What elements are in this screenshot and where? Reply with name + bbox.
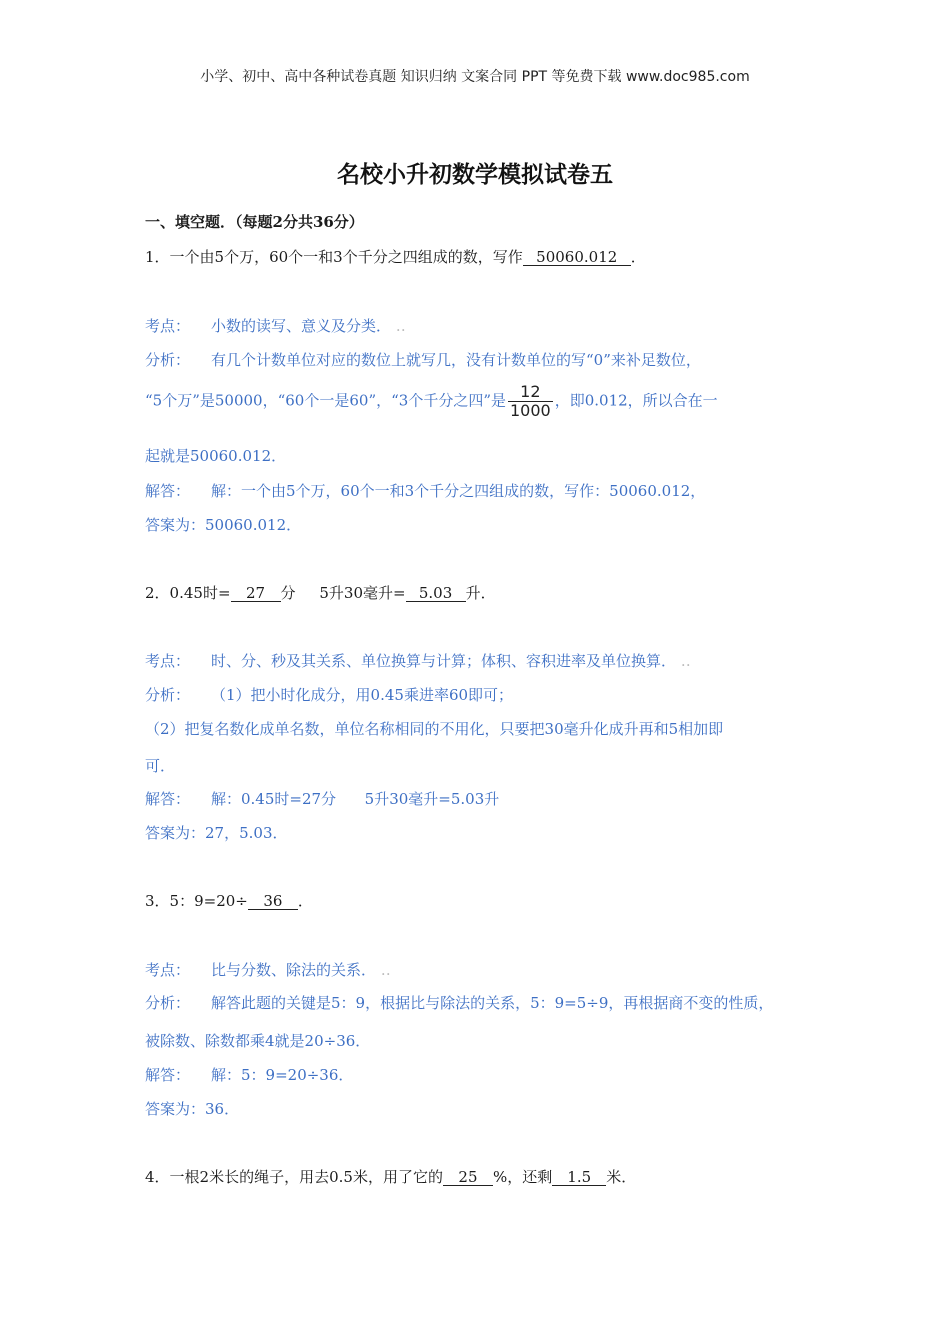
- q1-fenxi-line2b: ，即0.012，所以合在一: [554, 391, 718, 410]
- q1-fenxi-line2: [145, 383, 718, 420]
- q3-fenxi-line2: 被除数、除数都乘4就是20÷36．: [145, 1032, 371, 1050]
- q3-jieda: [145, 1064, 353, 1085]
- fraction-numerator: 12: [520, 382, 541, 401]
- question-4: [145, 1166, 636, 1187]
- q1-kaodian-text: 小数的读写、意义及分类．: [211, 317, 392, 335]
- q2-answer-blank-2: 5.03: [406, 585, 466, 602]
- q3-fenxi: [145, 992, 773, 1013]
- q1-fenxi: [145, 349, 701, 370]
- question-3: [145, 890, 313, 911]
- q2-fenxi-line3: 可．: [145, 757, 176, 775]
- fraction-denominator: 1000: [510, 401, 551, 420]
- q2-fenxi: [145, 684, 513, 705]
- q3-text: 3．5：9=20÷: [145, 892, 248, 910]
- section-heading: 一、填空题．（每题2分共36分）: [145, 213, 364, 231]
- kaodian-label: 考点：: [145, 961, 191, 979]
- q2-text-b: 分 5升30毫升=: [280, 584, 406, 602]
- fraction-12-1000: [508, 383, 553, 420]
- kaodian-label: 考点：: [145, 652, 191, 670]
- page-title: 名校小升初数学模拟试卷五: [337, 162, 613, 188]
- q2-jieda-text: 解：0.45时=27分 5升30毫升=5.03升: [211, 790, 500, 808]
- site-header: 小学、初中、高中各种试卷真题 知识归纳 文案合同 PPT 等免费下载 www.doc985.com: [200, 69, 750, 85]
- q4-answer-blank-2: 1.5: [552, 1169, 606, 1186]
- q2-fenxi-line2: （2）把复名数化成单名数，单位名称相同的不用化，只要把30毫升化成升再和5相加即: [145, 720, 724, 738]
- q1-fenxi-line3: 起就是50060.012．: [145, 447, 287, 465]
- q2-answer-blank-1: 27: [231, 585, 281, 602]
- q1-end: ．: [630, 248, 646, 266]
- q3-fenxi-line1: 解答此题的关键是5：9，根据比与除法的关系，5：9=5÷9，再根据商不变的性质，: [211, 994, 774, 1012]
- q3-end: ．: [297, 892, 313, 910]
- q2-kaodian: 考点： 时、分、秒及其关系、单位换算与计算；体积、容积进率及单位换算． ‥: [145, 652, 691, 670]
- q4-text-a: 4．一根2米长的绳子，用去0.5米，用了它的: [145, 1168, 443, 1186]
- fenxi-label: 分析：: [145, 351, 191, 369]
- q3-jieda-text: 解：5：9=20÷36．: [211, 1066, 354, 1084]
- q2-end: 升．: [465, 584, 496, 602]
- q1-fenxi-line2a: “5个万”是50000，“60个一是60”，“3个千分之四”是: [145, 391, 506, 410]
- q1-kaodian: 考点： 小数的读写、意义及分类． ‥: [145, 317, 406, 335]
- q3-answer-blank: 36: [248, 893, 298, 910]
- jieda-label: 解答：: [145, 482, 191, 500]
- q2-text-a: 2．0.45时=: [145, 584, 231, 602]
- question-1: [145, 246, 646, 267]
- q3-answer: 答案为：36．: [145, 1100, 240, 1118]
- kaodian-label: 考点：: [145, 317, 191, 335]
- q2-kaodian-text: 时、分、秒及其关系、单位换算与计算；体积、容积进率及单位换算．: [211, 652, 677, 670]
- q3-kaodian: 考点： 比与分数、除法的关系． ‥: [145, 961, 391, 979]
- q2-jieda: [145, 788, 499, 809]
- q1-jieda-text: 解：一个由5个万，60个一和3个千分之四组成的数，写作：50060.012，: [211, 482, 706, 500]
- question-2: [145, 582, 496, 603]
- q1-answer-blank: 50060.012: [523, 249, 631, 266]
- q1-answer: 答案为：50060.012．: [145, 516, 302, 534]
- q1-text: 1．一个由5个万，60个一和3个千分之四组成的数，写作: [145, 248, 523, 266]
- fenxi-label: 分析：: [145, 686, 191, 704]
- q1-fenxi-line1: 有几个计数单位对应的数位上就写几，没有计数单位的写“0”来补足数位，: [211, 351, 701, 369]
- q2-answer: 答案为：27，5.03．: [145, 824, 288, 842]
- jieda-label: 解答：: [145, 1066, 191, 1084]
- q4-answer-blank-1: 25: [443, 1169, 493, 1186]
- q2-fenxi-line1: （1）把小时化成分，用0.45乘进率60即可；: [211, 686, 514, 704]
- q4-text-b: %，还剩: [492, 1168, 553, 1186]
- q4-end: 米．: [606, 1168, 637, 1186]
- q3-kaodian-text: 比与分数、除法的关系．: [211, 961, 377, 979]
- fenxi-label: 分析：: [145, 994, 191, 1012]
- q1-jieda: [145, 480, 705, 501]
- jieda-label: 解答：: [145, 790, 191, 808]
